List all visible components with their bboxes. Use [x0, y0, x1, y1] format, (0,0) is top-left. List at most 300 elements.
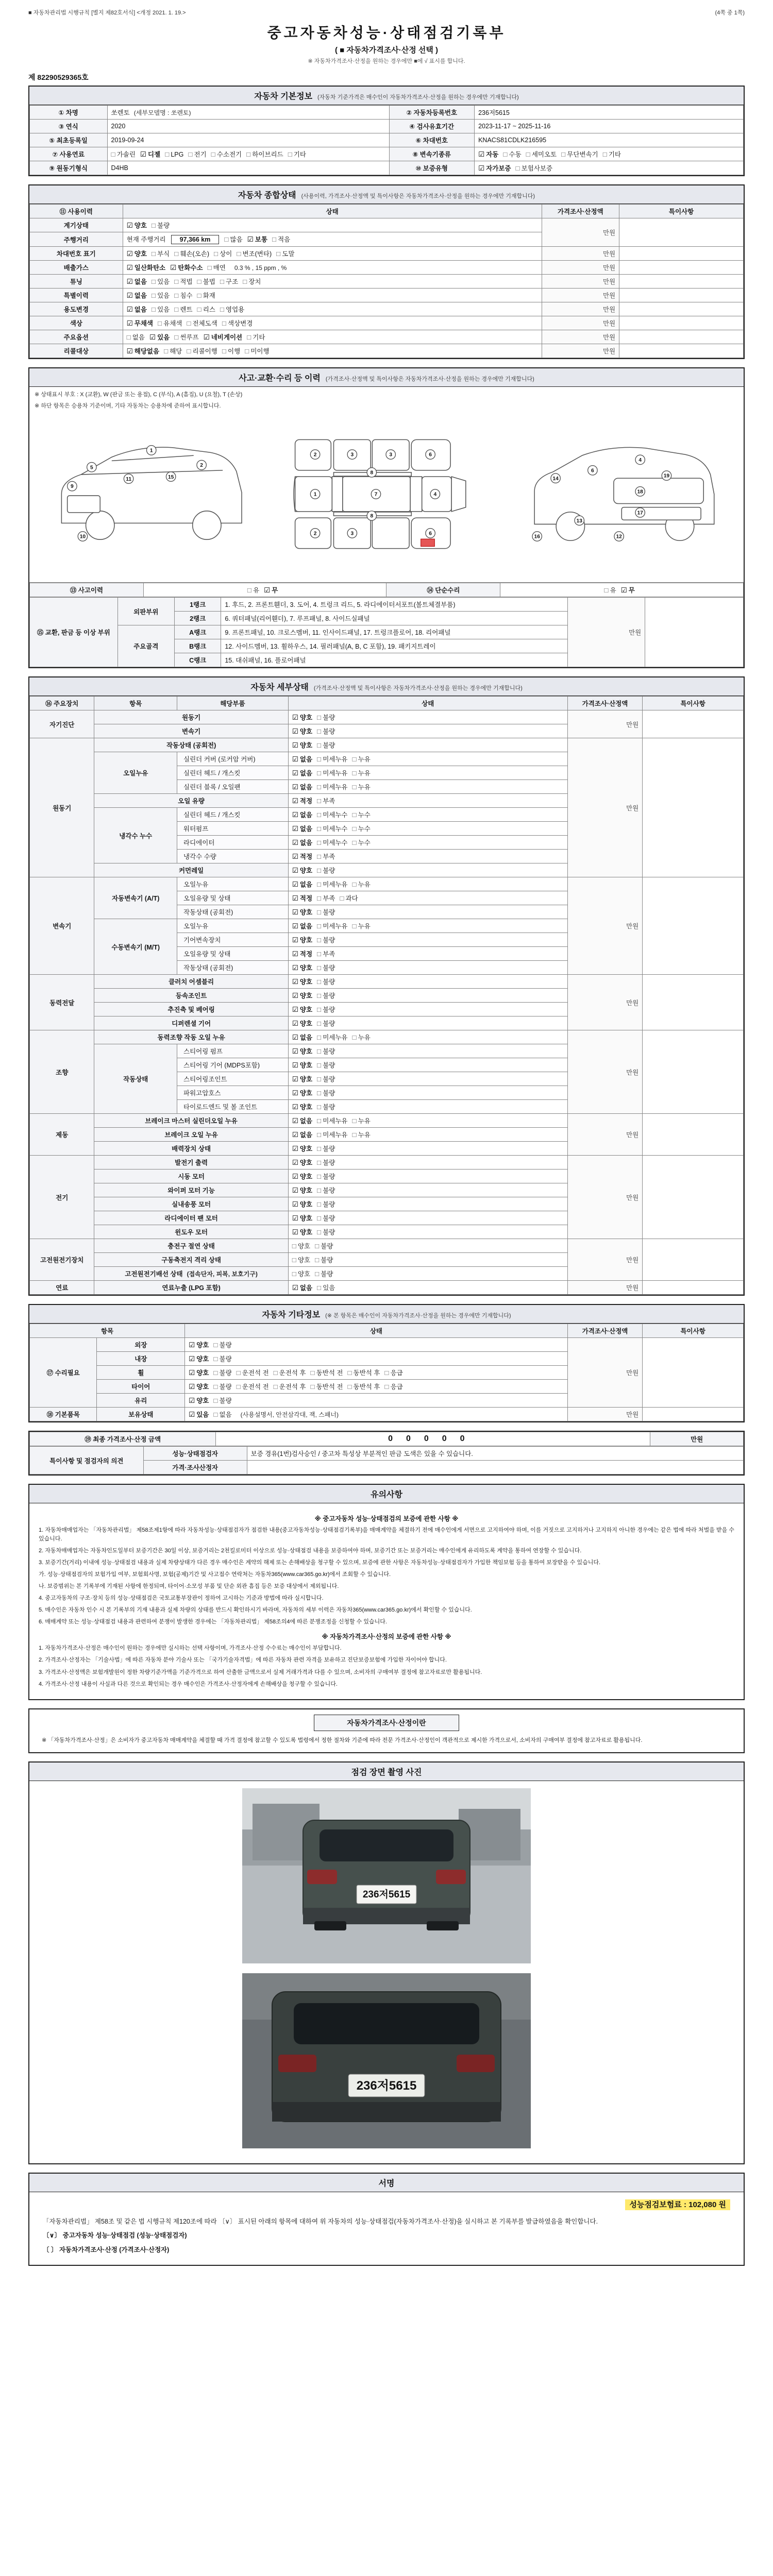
opinion-table [29, 1446, 744, 1475]
cell: ⑦ 사용연료 [30, 147, 108, 161]
mileage: 현재 주행거리 97,366 km □ 많음 ☑ 보통 □ 적음 [123, 232, 542, 247]
checkbox-누수: □ 누수 [352, 839, 371, 846]
svg-text:6: 6 [429, 452, 432, 458]
checkbox-없음: ☑ 없음 [292, 1033, 313, 1041]
cell [643, 877, 744, 975]
checkbox-LPG: □ LPG [165, 150, 184, 158]
checkbox-전기: □ 전기 [188, 150, 207, 158]
section-accident-note: (가격조사·산정액 및 특이사항은 자동차가격조사·산정을 원하는 경우에만 기재합니다) [325, 376, 534, 382]
checkbox-불량: □ 불량 [213, 1355, 232, 1363]
checkbox-운전석 후: □ 운전석 후 [273, 1383, 306, 1391]
checkbox-누유: □ 누유 [352, 769, 371, 777]
svg-text:12: 12 [616, 534, 622, 540]
checkbox-불량: □ 불량 [315, 1242, 333, 1250]
cell: 가격조사·산정액 [567, 697, 643, 710]
simple-repair [500, 583, 744, 597]
checkbox-미세누유: □ 미세누유 [317, 1131, 348, 1139]
cell: ⑨ 원동기형식 [30, 161, 108, 175]
checkbox-색상변경: □ 색상변경 [222, 319, 253, 327]
cell: 만원 [567, 1239, 643, 1281]
checkbox-해당: □ 해당 [164, 347, 182, 355]
cell: 1랭크 [175, 598, 221, 612]
checkbox-불량: □ 불량 [213, 1369, 232, 1377]
opinion-label: 특이사항 및 점검자의 의견 [30, 1447, 144, 1475]
checkbox-불량: □ 불량 [317, 714, 335, 721]
signature-statement: 「자동차관리법」 제58조 및 같은 법 시행규칙 제120조에 따라 〔∨〕 표시된 아래의 항목에 대하여 위 자동차의 성능·상태점검(자동차가격조사·산정)을 실시하고 본 기록부를 발급하였음을 확인합니다. [43, 2218, 598, 2226]
cell [288, 1114, 567, 1128]
checkbox-없음: ☑ 없음 [292, 825, 313, 833]
cell: 오일유량 및 상태 [177, 891, 289, 905]
cell: 차대번호 표기 [30, 247, 123, 261]
cell: 특이사항 [619, 205, 744, 218]
cell: 1. 후드, 2. 프론트휀더, 3. 도어, 4. 트렁크 리드, 5. 라디에이터서포트(볼트체결부품) [221, 598, 567, 612]
section-accident-history [28, 367, 745, 668]
checkbox-불량: □ 불량 [213, 1397, 232, 1404]
cell: 자동변속기 (A/T) [94, 877, 177, 919]
cell: 특이사항 [643, 697, 744, 710]
cell: 오일누유 [177, 877, 289, 891]
vin-marking [123, 247, 542, 261]
signature-check-appraisal: 〔 〕 자동차가격조사·산정 (가격조사·산정자) [43, 2246, 170, 2253]
checkbox-누수: □ 누수 [352, 811, 371, 819]
checkbox-양호: ☑ 양호 [292, 867, 313, 874]
checkbox-동반석 전: □ 동반석 전 [310, 1383, 343, 1391]
photo-1-car-rear [242, 1788, 531, 1963]
cell: 연료 [30, 1281, 94, 1295]
cell: 내장 [97, 1352, 185, 1366]
cell [288, 1156, 567, 1170]
cell: 만원 [542, 289, 619, 302]
cell: 만원 [542, 316, 619, 330]
notice-items-a [39, 1526, 734, 1626]
checkbox-가솔린: □ 가솔린 [111, 150, 136, 158]
cell: 휠 [97, 1366, 185, 1380]
svg-text:11: 11 [126, 476, 132, 482]
cell: ① 차명 [30, 106, 108, 120]
checkbox-미이행: □ 미이행 [245, 347, 270, 355]
cell: 유리 [97, 1394, 185, 1408]
checkbox-없음: ☑ 없음 [292, 755, 313, 763]
notice-item: 2. 가격조사·산정자는 「기술사법」에 따른 자동차 분야 기술사 또는 「국가기술자격법」에 따른 자동차 관련 자격을 보유하고 진단보증보험에 가입한 자이어야 합니다. [39, 1657, 447, 1664]
cell [619, 275, 744, 289]
section-other-title: 자동차 기타정보 [262, 1311, 321, 1319]
checkbox-미세누유: □ 미세누유 [317, 922, 348, 930]
cell: ④ 검사유효기간 [389, 120, 475, 133]
checkbox-없음: ☑ 없음 [126, 306, 147, 313]
cell: 자기진단 [30, 710, 94, 738]
cell: 추진축 및 베어링 [94, 1003, 288, 1016]
section-comprehensive-state [28, 184, 745, 359]
checkbox-불량: □ 불량 [315, 1256, 333, 1264]
cell [185, 1338, 568, 1352]
cell: 타이어 [97, 1380, 185, 1394]
cell: 시동 모터 [94, 1170, 288, 1183]
checkbox-과다: □ 과다 [340, 894, 358, 902]
warranty-type [475, 161, 744, 175]
cell [288, 808, 567, 822]
signature-check-inspection: 〔∨〕 중고자동차 성능·상태점검 (성능·상태점검자) [43, 2232, 187, 2240]
checkbox-동반석 후: □ 동반석 후 [347, 1383, 380, 1391]
checkbox-양호: ☑ 양호 [126, 250, 147, 258]
cell [288, 1016, 567, 1030]
cell: 배출가스 [30, 261, 123, 275]
checkbox-동반석 전: □ 동반석 전 [310, 1369, 343, 1377]
cell: ☑ 있음 □ 없음 (사용설명서, 안전삼각대, 잭, 스패너) [185, 1408, 568, 1421]
checkbox-기타: □ 기타 [247, 333, 265, 341]
cell [288, 1003, 567, 1016]
svg-text:17: 17 [637, 510, 643, 516]
checkbox-양호: □ 양호 [292, 1256, 311, 1264]
checkbox-전체도색: □ 전체도색 [187, 319, 217, 327]
checkbox-없음: ☑ 없음 [292, 783, 313, 791]
checkbox-유: □ 유 [604, 586, 616, 594]
cell [288, 863, 567, 877]
checkbox-부족: □ 부족 [317, 853, 335, 860]
checkbox-무: ☑ 무 [620, 586, 635, 594]
notice-item: 3. 가격조사·산정액은 보험개발원이 정한 차량기준가액을 기준가격으로 하여 산출한 금액으로서 실제 거래가격과 다를 수 있으며, 소비자의 구매여부 결정에 참고자료로만 활용됩니다. [39, 1669, 482, 1675]
svg-text:19: 19 [663, 473, 670, 479]
cell: 외판부위 [117, 598, 174, 625]
checkbox-운전석 전: □ 운전석 전 [236, 1369, 269, 1377]
document-title: 중고자동차성능·상태점검기록부 [267, 25, 506, 41]
checkbox-불량: □ 불량 [317, 1228, 335, 1236]
checkbox-불량: □ 불량 [317, 867, 335, 874]
checkbox-미세누유: □ 미세누유 [317, 880, 348, 888]
cell [288, 1211, 567, 1225]
checkbox-무채색: ☑ 무채색 [126, 319, 153, 327]
cell [288, 1170, 567, 1183]
cell [619, 302, 744, 316]
svg-text:7: 7 [374, 492, 378, 498]
cell [288, 1058, 567, 1072]
checkbox-양호: ☑ 양호 [126, 222, 147, 229]
checkbox-네비게이션: ☑ 네비게이션 [203, 333, 243, 341]
tuning [123, 275, 542, 289]
checkbox-양호: ☑ 양호 [292, 1214, 313, 1222]
cell: 상태 [288, 697, 567, 710]
cell [288, 975, 567, 989]
checkbox-리콜이행: □ 리콜이행 [187, 347, 217, 355]
cell: 냉각수 누수 [94, 808, 177, 863]
registration-number: 236저5615 [475, 106, 744, 120]
cell: 라디에이터 [177, 836, 289, 850]
cell [185, 1352, 568, 1366]
cell: 실내송풍 모터 [94, 1197, 288, 1211]
cell: 만원 [542, 218, 619, 247]
checkbox-누유: □ 누유 [352, 922, 371, 930]
notice-items-b [39, 1644, 734, 1688]
checkbox-동반석 후: □ 동반석 후 [347, 1369, 380, 1377]
svg-text:3: 3 [350, 531, 354, 537]
checkbox-누유: □ 누유 [352, 1033, 371, 1041]
cell: 상태 [185, 1324, 568, 1338]
accident-flags-table [29, 583, 744, 597]
cell [643, 1030, 744, 1114]
checkbox-불량: □ 불량 [315, 1270, 333, 1278]
notice-item: 3. 보증기간(거리) 이내에 성능·상태점검 내용과 실제 차량상태가 다른 경우 매수인은 계약의 해제 또는 손해배상을 청구할 수 있으며, 보증에 관한 사항은 자동차성능·상태점검자가 가입한 책임보험 등을 통하여 보장받을 수 있습니다. [39, 1560, 601, 1566]
checkbox-불량: □ 불량 [317, 936, 335, 944]
checkbox-양호: ☑ 양호 [292, 1006, 313, 1013]
cell: 실린더 헤드 / 개스킷 [177, 808, 289, 822]
cell: ⑪ 사용이력 [30, 205, 123, 218]
svg-text:3: 3 [350, 452, 354, 458]
section-final-price-opinion [28, 1431, 745, 1476]
cell: 만원 [567, 1408, 643, 1421]
cell: 오일 유량 [94, 794, 288, 808]
checkbox-적정: ☑ 적정 [292, 894, 313, 902]
cell: 수동변속기 (M/T) [94, 919, 177, 975]
checkbox-적음: □ 적음 [272, 235, 291, 243]
engine-model: D4HB [107, 161, 389, 175]
checkbox-미세누유: □ 미세누유 [317, 755, 348, 763]
photo-2-car-rear [242, 1973, 531, 2148]
checkbox-양호: ☑ 양호 [189, 1383, 209, 1391]
checkbox-렌트: □ 렌트 [174, 306, 193, 313]
cell: 용도변경 [30, 302, 123, 316]
cell [288, 961, 567, 975]
fuel-type [107, 147, 389, 161]
checkbox-없음: □ 없음 [213, 1411, 232, 1418]
cell: 만원 [542, 247, 619, 261]
checkbox-양호: ☑ 양호 [292, 1173, 313, 1180]
cell [288, 1142, 567, 1156]
cell: 조향 [30, 1030, 94, 1114]
notice-item: 나. 보증범위는 본 기록부에 기재된 사항에 한정되며, 타이어·소모성 부품 및 단순 외관 흠집 등은 보증 대상에서 제외됩니다. [39, 1583, 339, 1590]
cell [643, 1338, 744, 1408]
cell [288, 989, 567, 1003]
cell: 주요옵션 [30, 330, 123, 344]
checkbox-양호: ☑ 양호 [189, 1355, 209, 1363]
checkbox-유: □ 유 [247, 586, 260, 594]
svg-text:2: 2 [313, 531, 317, 537]
cell: 윈도우 모터 [94, 1225, 288, 1239]
cell [288, 1239, 567, 1253]
checkbox-불량: □ 불량 [317, 978, 335, 986]
cell: 주행거리 [30, 232, 123, 247]
svg-text:9: 9 [71, 484, 74, 490]
checkbox-양호: ☑ 양호 [292, 978, 313, 986]
svg-text:1: 1 [149, 448, 153, 454]
checkbox-보험사보증: □ 보험사보증 [515, 164, 553, 172]
checkbox-미세누수: □ 미세누수 [317, 811, 348, 819]
final-price-unit: 만원 [650, 1432, 744, 1446]
cell [619, 218, 744, 247]
checkbox-리스: □ 리스 [197, 306, 215, 313]
cell [643, 738, 744, 877]
final-price-label: ⑲ 최종 가격조사·산정 금액 [30, 1432, 216, 1446]
checkbox-없음: ☑ 없음 [292, 811, 313, 819]
cell: 파워고압호스 [177, 1086, 289, 1100]
cell: 냉각수 수량 [177, 850, 289, 863]
cell [288, 1253, 567, 1267]
cell [619, 289, 744, 302]
notice-section-b-title: ※ 자동차가격조사·산정의 보증에 관한 사항 ※ [322, 1633, 451, 1641]
cell [643, 975, 744, 1030]
cell: 고전원전기배선 상태 (접속단자, 피복, 보호기구) [94, 1267, 288, 1281]
checkbox-구조: □ 구조 [220, 278, 239, 285]
checkbox-누수: □ 누수 [352, 825, 371, 833]
section-other-note: (※ 본 항목은 매수인이 자동차가격조사·산정을 원하는 경우에만 기재합니다) [325, 1313, 511, 1319]
checkbox-썬루프: □ 썬루프 [174, 333, 199, 341]
checkbox-불량: □ 불량 [317, 1020, 335, 1027]
insurance-label: 성능점검보험료 : [629, 2200, 686, 2209]
cell: 실린더 블록 / 오일팬 [177, 780, 289, 794]
cell [643, 1281, 744, 1295]
signature-title: 서명 [378, 2179, 395, 2188]
checkbox-양호: ☑ 양호 [292, 1145, 313, 1153]
inspection-photo-2 [242, 1973, 531, 2150]
checkbox-누유: □ 누유 [352, 1131, 371, 1139]
checkbox-무: ☑ 무 [264, 586, 278, 594]
checkbox-변조(변타): □ 변조(변타) [237, 250, 272, 258]
checkbox-불량: □ 불량 [317, 964, 335, 972]
cell: C랭크 [175, 653, 221, 667]
accident-history-label: ⑬ 사고이력 [30, 583, 144, 597]
cell [185, 1394, 568, 1408]
checkbox-운전석 후: □ 운전석 후 [273, 1369, 306, 1377]
price-appraisal-option: ( ■ 자동차가격조사·산정 선택 ) [334, 46, 439, 55]
cell: 만원 [567, 877, 643, 975]
checkbox-기타: □ 기타 [288, 150, 306, 158]
checkbox-있음: ☑ 있음 [189, 1411, 209, 1418]
inspection-insurance-line [43, 2198, 730, 2212]
cell: 동력조향 작동 오일 누유 [94, 1030, 288, 1044]
cell: 작동상태 (공회전) [177, 905, 289, 919]
checkbox-부족: □ 부족 [317, 797, 335, 805]
photo-1-license-plate: 236저5615 [362, 1889, 411, 1900]
checkbox-부족: □ 부족 [317, 894, 335, 902]
cell: ⑯ 주요장치 [30, 697, 94, 710]
checkbox-매연: □ 매연 [207, 264, 226, 272]
cell [288, 1267, 567, 1281]
checkbox-양호: ☑ 양호 [292, 1200, 313, 1208]
definition-title: 자동차가격조사·산정이란 [314, 1715, 459, 1731]
page-indicator: (4쪽 중 1쪽) [715, 10, 745, 16]
final-price-value: 00000 [216, 1432, 650, 1446]
checkbox-수소전기: □ 수소전기 [211, 150, 242, 158]
checkbox-자동: ☑ 자동 [478, 150, 499, 158]
checkbox-디젤: ☑ 디젤 [140, 150, 161, 158]
svg-text:4: 4 [638, 457, 642, 463]
checkbox-양호: ☑ 양호 [292, 1020, 313, 1027]
checkbox-탄화수소: ☑ 탄화수소 [170, 264, 203, 272]
checkbox-불량: □ 불량 [317, 992, 335, 999]
notice-item: 4. 가격조사·산정 내용이 사실과 다른 것으로 확인되는 경우 매수인은 가격조사·산정자에게 손해배상을 청구할 수 있습니다. [39, 1681, 338, 1687]
checkbox-불량: □ 불량 [151, 222, 170, 229]
checkbox-없음: ☑ 없음 [292, 1131, 313, 1139]
cell: 커먼레일 [94, 863, 288, 877]
checkbox-불량: □ 불량 [317, 1089, 335, 1097]
cell [288, 822, 567, 836]
svg-text:3: 3 [389, 452, 393, 458]
cell: 실린더 커버 (로커암 커버) [177, 752, 289, 766]
checkbox-부족: □ 부족 [317, 950, 335, 958]
state-code-legend: ※ 상태표시 부호 : X (교환), W (판금 또는 용접), C (부식), A (흠집), U (요철), T (손상) [35, 392, 243, 398]
checkbox-양호: ☑ 양호 [292, 936, 313, 944]
checkbox-없음: ☑ 없음 [292, 839, 313, 846]
cell: 주요골격 [117, 625, 174, 667]
checkbox-불량: □ 불량 [317, 1145, 335, 1153]
checkbox-기타: □ 기타 [602, 150, 621, 158]
transmission-type [475, 147, 744, 161]
usage-change [123, 302, 542, 316]
cell [619, 316, 744, 330]
definition-body: ※ 「자동차가격조사·산정」은 소비자가 중고자동차 매매계약을 체결할 때 가격 결정에 참고할 수 있도록 법령에서 정한 절차와 기준에 따라 전문 가격조사·산정인이 객관적으로 제시한 가격으로서, 소비자의 구매여부 결정에 참고자료로 활용됩니다. [42, 1737, 643, 1743]
cell: 브레이크 마스터 실린더오일 누유 [94, 1114, 288, 1128]
detail-state-table [29, 696, 744, 1295]
checkbox-하이브리드: □ 하이브리드 [246, 150, 283, 158]
cell: 원동기 [30, 738, 94, 877]
cell: 변속기 [94, 724, 288, 738]
notice-section-a-title: ※ 중고자동차 성능·상태점검의 보증에 관한 사항 ※ [314, 1515, 459, 1522]
cell [288, 1225, 567, 1239]
checkbox-운전석 전: □ 운전석 전 [236, 1383, 269, 1391]
cell: 보유상태 [97, 1408, 185, 1421]
cell: 2랭크 [175, 612, 221, 625]
svg-text:1: 1 [313, 492, 317, 498]
cell: 스티어링조인트 [177, 1072, 289, 1086]
cell [288, 1030, 567, 1044]
checkbox-응급: □ 응급 [384, 1383, 403, 1391]
cell: 제동 [30, 1114, 94, 1156]
cell [288, 1183, 567, 1197]
cell: 9. 프론트패널, 10. 크로스멤버, 11. 인사이드패널, 17. 트렁크플로어, 18. 리어패널 [221, 625, 567, 639]
cell: 성능·상태점검자 [143, 1447, 247, 1461]
first-registration-date: 2019-09-24 [107, 133, 389, 147]
checkbox-없음: ☑ 없음 [292, 1117, 313, 1125]
cell [288, 919, 567, 933]
section-comp-note: (사용이력, 가격조사·산정액 및 특이사항은 자동차가격조사·산정을 원하는 경우에만 기재합니다) [301, 193, 535, 199]
section-notice [28, 1484, 745, 1700]
cell: 타이로드엔드 및 볼 조인트 [177, 1100, 289, 1114]
cell: 작동상태 (공회전) [94, 738, 288, 752]
cell: 리콜대상 [30, 344, 123, 358]
checkbox-적법: □ 적법 [174, 278, 193, 285]
inspector-opinion: 보증 경유(1번)검사승인 / 중고차 특성상 부분적인 판금 도색은 있을 수 있습니다. [247, 1447, 743, 1461]
accident-history [143, 583, 386, 597]
checkbox-적정: ☑ 적정 [292, 797, 313, 805]
svg-text:18: 18 [637, 489, 643, 495]
cell: 실린더 헤드 / 개스킷 [177, 766, 289, 780]
cell [288, 1100, 567, 1114]
cell [288, 710, 567, 724]
cell [643, 1239, 744, 1281]
checkbox-누유: □ 누유 [352, 783, 371, 791]
cell: 변속기 [30, 877, 94, 975]
checkbox-세미오토: □ 세미오토 [526, 150, 557, 158]
notice-item: 4. 중고자동차의 구조·장치 등의 성능·상태점검은 국토교통부장관이 정하여 고시하는 기준과 방법에 따라 실시합니다. [39, 1595, 324, 1602]
checkbox-불량: □ 불량 [317, 1103, 335, 1111]
comprehensive-state-table [29, 204, 744, 358]
checkbox-불량: □ 불량 [317, 1159, 335, 1166]
abnormal-parts-label: ⑮ 교환, 판금 등 이상 부위 [30, 598, 118, 667]
checkbox-양호: ☑ 양호 [292, 1061, 313, 1069]
checkbox-양호: ☑ 양호 [189, 1397, 209, 1404]
section-accident-title: 사고·교환·수리 등 이력 [239, 374, 321, 383]
cell: 스티어링 펌프 [177, 1044, 289, 1058]
svg-text:8: 8 [370, 513, 374, 519]
cell: 가격·조사산정자 [143, 1461, 247, 1475]
car-rear-view [534, 447, 714, 540]
main-options [123, 330, 542, 344]
cell [288, 1072, 567, 1086]
document-number: 제 82290529365호 [28, 73, 89, 81]
cell: 기어변속장치 [177, 933, 289, 947]
checkbox-불량: □ 불량 [317, 741, 335, 749]
cell: 12. 사이드멤버, 13. 휠하우스, 14. 필러패널(A, B, C 포함), 19. 패키지트레이 [221, 639, 567, 653]
checkbox-불량: □ 불량 [317, 1187, 335, 1194]
cell: 오일누유 [94, 752, 177, 794]
